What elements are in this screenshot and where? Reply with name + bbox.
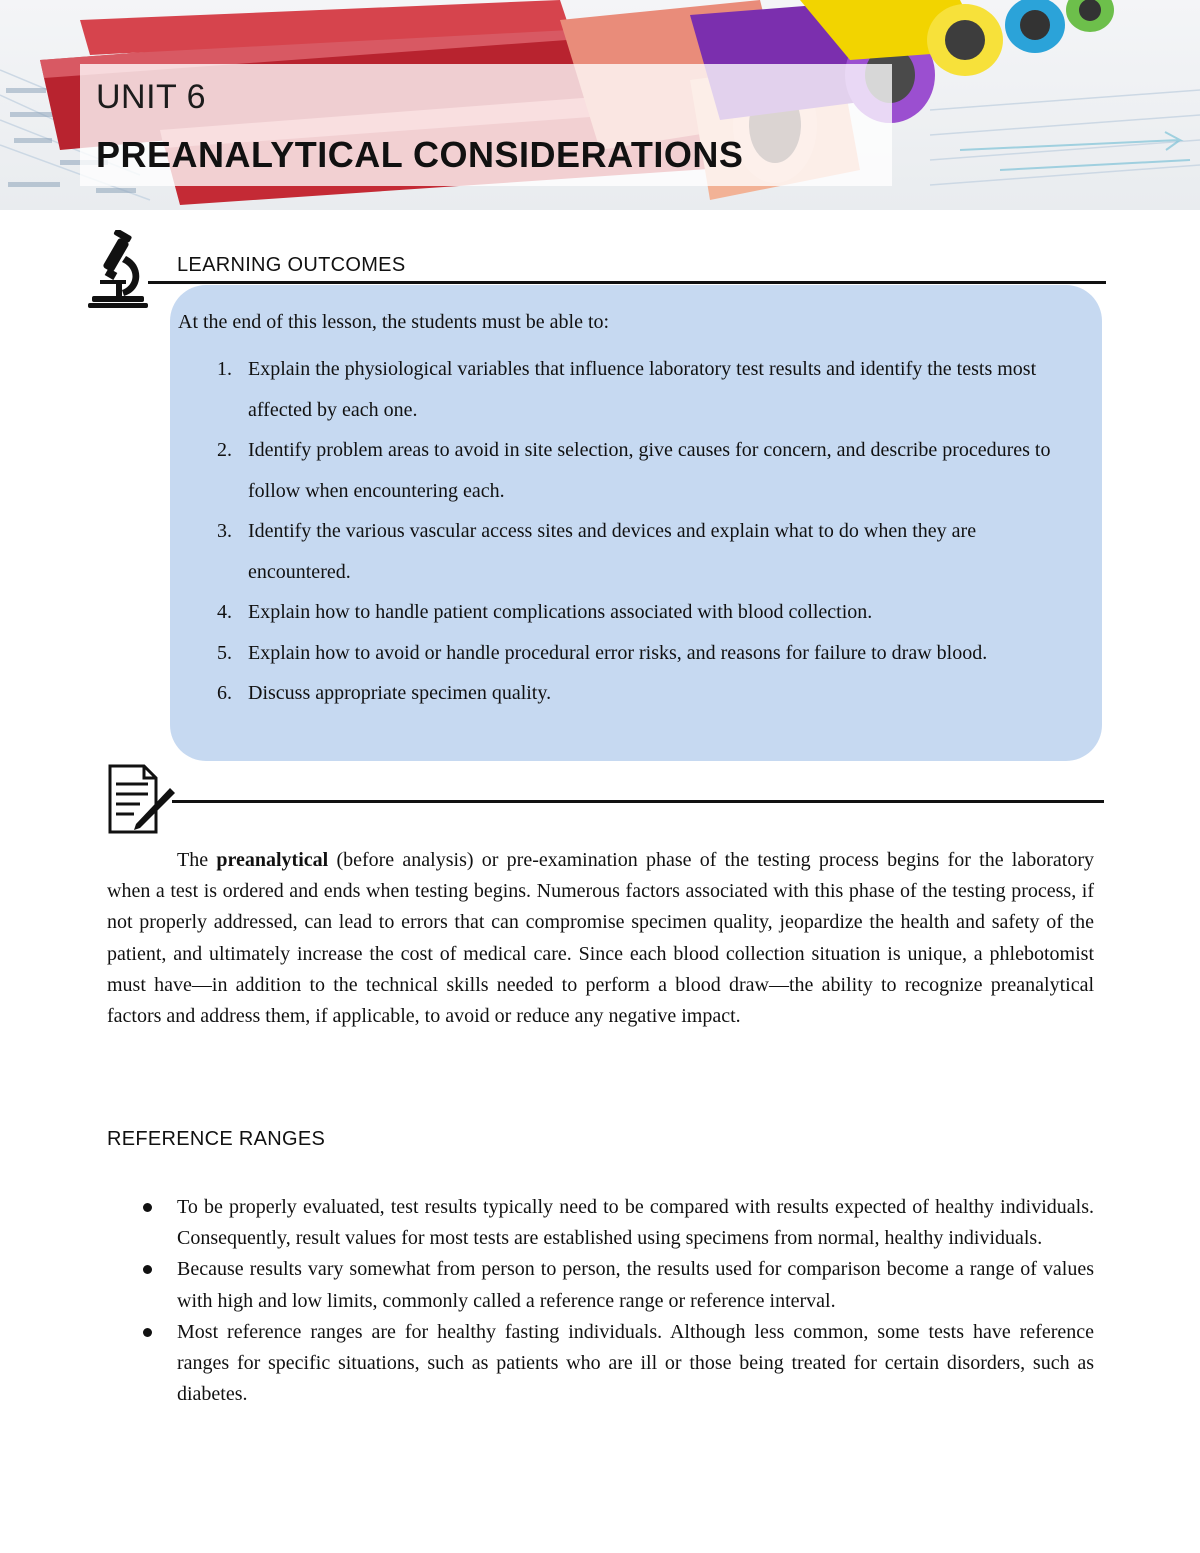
bullet-icon (143, 1265, 152, 1274)
list-item-number: 5. (217, 641, 232, 664)
bullet-text: Most reference ranges are for healthy fasting individuals. Although less common, some tests have reference ranges for specific situations, such as patients who are ill or those being treated for certain disorders, such as diabetes. (177, 1320, 1094, 1406)
header-banner (0, 0, 1200, 210)
list-item (107, 1192, 1094, 1254)
list-item (178, 349, 1072, 430)
list-item-number: 6. (217, 682, 232, 704)
document-pen-icon (104, 762, 176, 836)
bullet-icon (143, 1203, 152, 1212)
intro-rest: (before analysis) or pre-examination phase of the testing process begins for the laboratory when a test is ordered and ends when testing begins. Numerous factors associated with this phase of the testing process, if not properly addressed, can lead to errors that can compromise specimen quality, jeopardize the health and safety of the patient, and ultimately increase the cost of medical care. Since each blood collection situation is unique, a phlebotomist must have—in addition to the technical skills needed to perform a blood draw—the ability to recognize preanalytical factors and address them, if applicable, to avoid or reduce any negative impact. (107, 849, 1094, 1028)
learning-outcomes-box (170, 285, 1102, 761)
unit-title: PREANALYTICAL CONSIDERATIONS (96, 134, 744, 175)
list-item (178, 430, 1072, 511)
learning-outcomes-intro: At the end of this lesson, the students must be able to: (178, 311, 610, 333)
list-item-text: Explain how to avoid or handle procedural error risks, and reasons for failure to draw blood. (248, 641, 988, 664)
list-item-text: Explain the physiological variables that influence laboratory test results and identify the tests most affected by each one. (248, 358, 1037, 421)
intro-bold-term: preanalytical (216, 849, 329, 871)
list-item-number: 2. (217, 439, 232, 461)
list-item (107, 1254, 1094, 1316)
list-item (178, 592, 1072, 633)
list-item (178, 511, 1072, 592)
list-item-text: Discuss appropriate specimen quality. (248, 682, 552, 704)
list-item (107, 1317, 1094, 1411)
list-item (178, 633, 1072, 674)
list-item-number: 1. (217, 358, 232, 380)
learning-outcomes-list (178, 349, 1072, 714)
microscope-icon (86, 230, 150, 310)
list-item-number: 3. (217, 520, 232, 542)
section-divider (172, 800, 1104, 803)
intro-lead: The (177, 849, 217, 871)
list-item-text: Identify problem areas to avoid in site selection, give causes for concern, and describe procedures to follow when encountering each. (248, 439, 1051, 502)
list-item (178, 673, 1072, 714)
reference-ranges-list (107, 1192, 1094, 1410)
bullet-text: To be properly evaluated, test results typically need to be compared with results expected of healthy individuals. Consequently, result values for most tests are established using specimens from normal, healthy individuals. (177, 1196, 1094, 1250)
reference-ranges-heading: REFERENCE RANGES (107, 1128, 326, 1150)
bullet-text: Because results vary somewhat from person to person, the results used for comparison become a range of values with high and low limits, commonly called a reference range or reference interval. (177, 1258, 1094, 1312)
unit-label: UNIT 6 (96, 78, 207, 116)
bullet-icon (143, 1328, 152, 1337)
section-divider (148, 281, 1106, 284)
list-item-number: 4. (217, 601, 232, 623)
intro-paragraph (107, 845, 1094, 1032)
list-item-text: Identify the various vascular access sites and devices and explain what to do when they are encountered. (248, 520, 977, 583)
list-item-text: Explain how to handle patient complications associated with blood collection. (248, 601, 873, 623)
learning-outcomes-heading: LEARNING OUTCOMES (177, 254, 406, 276)
